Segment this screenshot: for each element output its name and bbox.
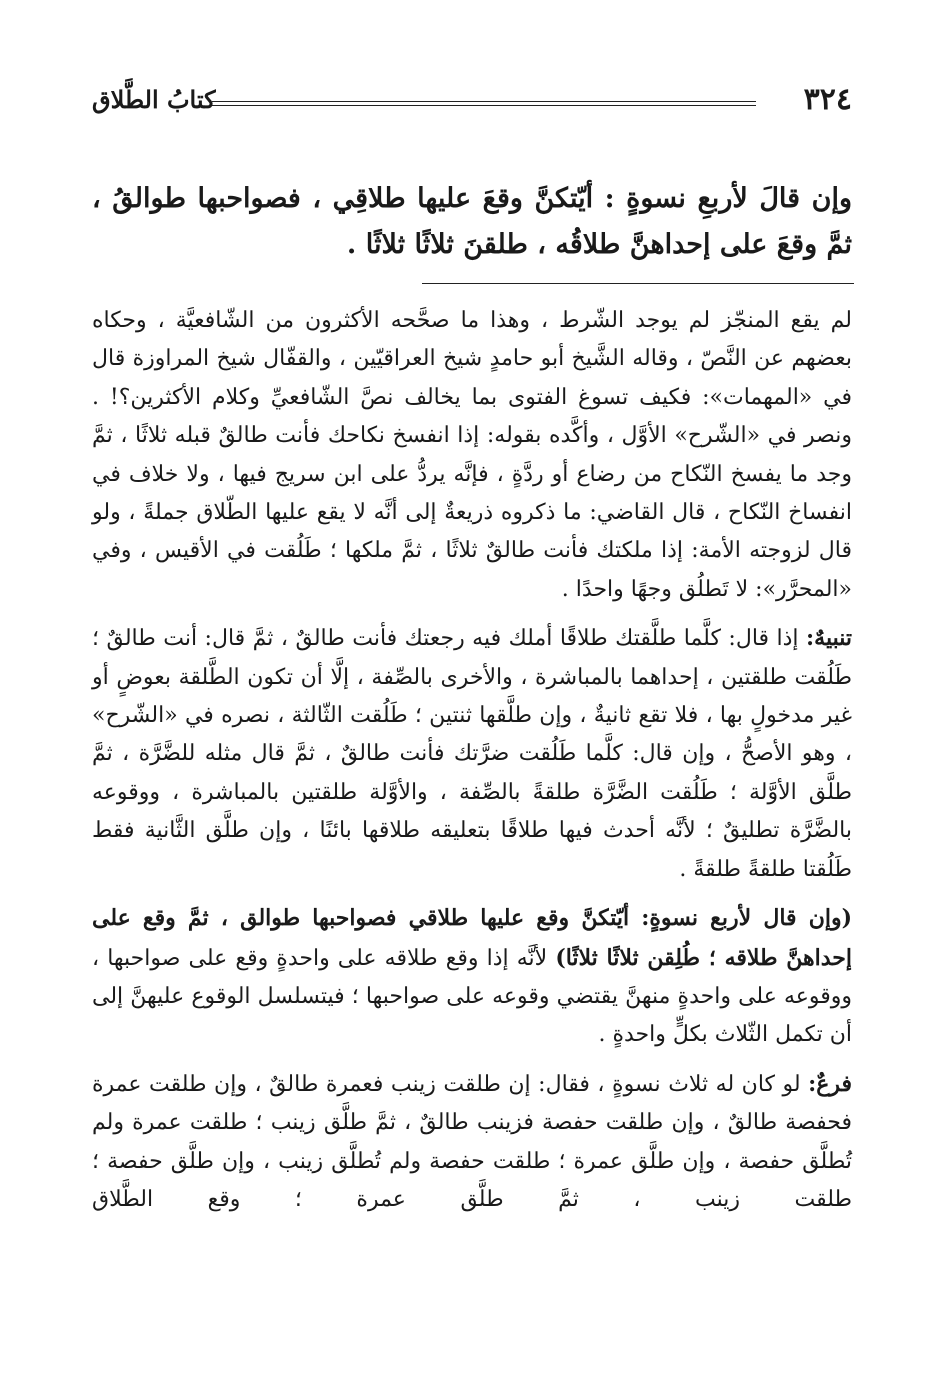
- footnote-divider: [422, 283, 854, 284]
- far-text: لو كان له ثلاث نسوةٍ ، فقال: إن طلقت زينب فعمرة طالقٌ ، وإن طلقت عمرة فحفصة طالقٌ ، وإن طلقت حفصة فزينب طالقٌ ، ثمَّ طلَّق زينب ؛ طلقت عمرة ولم تُطلَّق حفصة ، وإن طلَّق عمرة ؛ طلقت حفصة ولم تُطلَّق زينب ، وإن طلَّق حفصة ؛ طلقت زينب ، ثمَّ طلَّق عمرة ؛ وقع الطَّلاق: [92, 1071, 852, 1212]
- page-header: [92, 82, 852, 122]
- page-number: ٣٢٤: [803, 82, 852, 117]
- quoted-matn: (وإن قال لأربع نسوةٍ: أيّتكنَّ وقع عليها طلاقي فصواحبها طوالق ، ثمَّ وقع على إحداهنَّ طلاقه ؛ طُلِقن ثلاثًا ثلاثًا): [92, 905, 852, 971]
- commentary-paragraph-2: [92, 619, 852, 889]
- commentary-paragraph-3: [92, 899, 852, 1055]
- commentary: [92, 302, 852, 1219]
- header-rule: [212, 101, 756, 106]
- tanbih-text: إذا قال: كلَّما طلَّقتك طلاقًا أملك فيه رجعتك فأنت طالقٌ ، ثمَّ قال: أنت طالقٌ ؛ طَلُقت طلقتين ، إحداهما بالمباشرة ، والأخرى بالصِّفة ، إلَّا أن تكون الطَّلقة بعوضٍ أو غير مدخولٍ بها ، فلا تقع ثانيةٌ ، وإن طلَّقها ثنتين ؛ طَلُقت الثّالثة ، نصره في «الشّرح» ، وهو الأصحُّ ، وإن قال: كلَّما طَلُقت ضرَّتك فأنت طالقٌ ، ثمَّ قال مثله للضَّرَّة ، ثمَّ طلَّق الأوَّلة ؛ طَلُقت الضَّرَّة طلقةً بالصِّفة ، والأوَّلة طلقتين بالمباشرة ، ووقوعه بالضَّرَّة تطليقٌ ؛ لأنَّه أحدث فيها طلاقًا بتعليقه طلاقها بائنًا ، وإن طلَّق الثَّانية فقط طَلُقتا طلقةً طلقةً .: [92, 626, 852, 882]
- far-label: فرعٌ:: [808, 1070, 852, 1097]
- main-text: وإن قالَ لأربعِ نسوةٍ : أيّتكنَّ وقعَ عليها طلاقِي ، فصواحبها طوالقُ ، ثمَّ وقعَ على إحداهنَّ طلاقُه ، طلقنَ ثلاثًا ثلاثًا .: [92, 183, 852, 260]
- quoted-matn-explanation: لأنَّه إذا وقع طلاقه على واحدةٍ وقع على صواحبها ، ووقوعه على واحدةٍ منهنَّ يقتضي وقوعه على صواحبها ؛ فيتسلسل الوقوع عليهنَّ إلى أن تكمل الثّلاث بكلٍّ واحدةٍ .: [92, 945, 852, 1048]
- commentary-paragraph-1: لم يقع المنجّز لم يوجد الشّرط ، وهذا ما صحَّحه الأكثرون من الشّافعيَّة ، وحكاه بعضهم عن النَّصّ ، وقاله الشَّيخ أبو حامدٍ شيخ العراقيّين ، والقفّال شيخ المراوزة قال في «المهمات»: فكيف تسوغ الفتوى بما يخالف نصَّ الشّافعيِّ وكلام الأكثرين؟! . ونصر في «الشّرح» الأوَّل ، وأكَّده بقوله: إذا انفسخ نكاحك فأنت طالقٌ قبله ثلاثًا ، ثمَّ وجد ما يفسخ النّكاح من رضاع أو ردَّةٍ ، فإنَّه يردُّ على ابن سريج فيها ، ولا خلاف في انفساخ النّكاح ، قال القاضي: ما ذكروه ذريعةٌ إلى أنَّه لا يقع عليها الطّلاق جملةً ، ولو قال لزوجته الأمة: إذا ملكتك فأنت طالقٌ ثلاثًا ، ثمَّ ملكها ؛ طَلُقت في الأقيس ، وفي «المحرَّر»: لا تَطلُق وجهًا واحدًا .: [92, 308, 852, 602]
- commentary-paragraph-4: [92, 1065, 852, 1220]
- running-title: كتابُ الطَّلاق: [92, 85, 216, 114]
- tanbih-label: تنبيهٌ:: [806, 625, 852, 652]
